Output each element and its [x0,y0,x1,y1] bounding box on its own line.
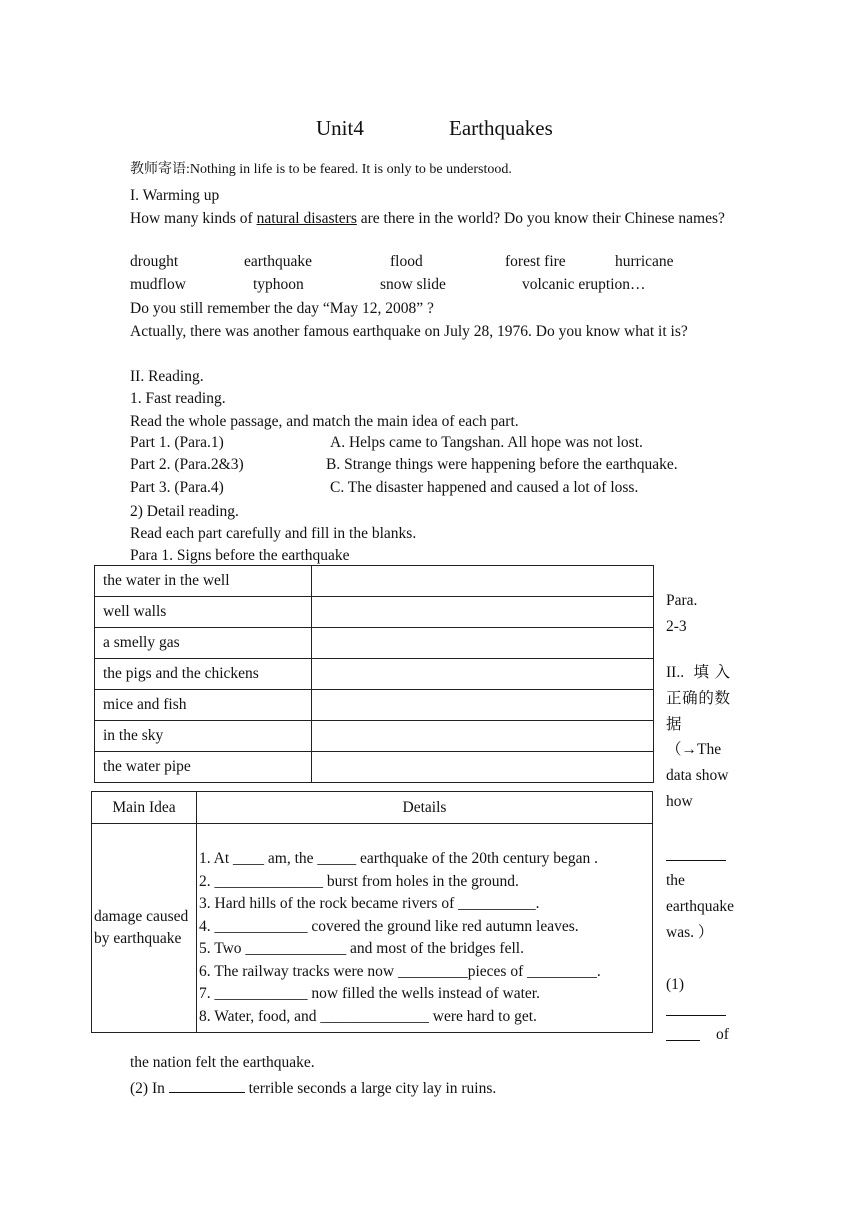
side-task: II.. 填入正确的数据 [666,664,730,733]
table-row [95,752,654,783]
disaster-snow-slide: snow slide [380,276,446,293]
answer-cell[interactable] [312,597,654,628]
unit-title: Earthquakes [449,116,553,140]
detail-item: 2. ______________ burst from holes in the ground. [199,872,519,890]
teacher-motto: 教师寄语:Nothing in life is to be feared. It is only to be understood. [130,162,512,177]
seconds-blank[interactable] [169,1078,245,1093]
answer-cell[interactable] [312,752,654,783]
detail-item: 1. At ____ am, the _____ earthquake of the 20th century began . [199,850,599,867]
detail-item: 7. ____________ now filled the wells instead of water. [199,985,540,1002]
answer-cell[interactable] [312,628,654,659]
side-instruction [666,737,732,814]
damage-table [91,791,653,1033]
sign-cell: the water in the well [95,566,312,597]
sign-cell: a smelly gas [95,628,312,659]
main-idea-cell: damage caused by earthquake [92,824,197,1033]
details-header: Details [197,792,653,824]
warming-question-pre: How many kinds of [130,210,257,227]
sign-cell: well walls [95,597,312,628]
table-row [95,566,654,597]
part-label: Part 1. (Para.1) [130,434,224,451]
side-paren-text: （→The data show how [666,741,729,810]
unit-number: Unit4 [316,116,364,140]
side-para-word: Para. [666,592,698,609]
table-row [95,597,654,628]
may-12-question: Do you still remember the day “May 12, 2008” ? [130,300,434,317]
main-idea-header: Main Idea [92,792,197,824]
side-of: of [716,1026,729,1043]
detail-item: 3. Hard hills of the rock became rivers of __________. [199,895,540,912]
para1-label: Para 1. Signs before the earthquake [130,547,350,564]
part-label: Part 2. (Para.2&3) [130,456,244,473]
seconds-question [130,1078,730,1101]
table-row [95,721,654,752]
fast-reading-instruction: Read the whole passage, and match the main idea of each part. [130,413,519,430]
detail-item: 4. ____________ covered the ground like red autumn leaves. [199,917,579,935]
part-idea: C. The disaster happened and caused a lot of loss. [330,479,639,496]
table-header-row [92,792,653,824]
details-cell [197,824,653,1033]
seconds-question-post: terrible seconds a large city lay in ruins. [244,1080,497,1097]
disaster-forest-fire: forest fire [505,253,566,270]
sign-cell: the pigs and the chickens [95,659,312,690]
disaster-typhoon: typhoon [253,276,304,293]
answer-cell[interactable] [312,566,654,597]
sign-cell: mice and fish [95,690,312,721]
disaster-mudflow: mudflow [130,276,186,293]
disaster-drought: drought [130,253,179,270]
table-row [95,628,654,659]
disaster-flood: flood [390,253,423,270]
natural-disasters-term: natural disasters [256,210,357,227]
detail-item: 8. Water, food, and ______________ were hard to get. [199,1007,537,1025]
side-para-label [666,588,732,640]
warming-heading: I. Warming up [130,187,220,204]
nation-blank-cont[interactable] [666,1026,700,1041]
disaster-volcanic-eruption: volcanic eruption… [522,276,646,293]
july-28-question: Actually, there was another famous earthquake on July 28, 1976. Do you know what it is? [130,323,688,340]
answer-cell[interactable] [312,690,654,721]
side-para-range: 2-3 [666,617,687,635]
fast-reading-heading: 1. Fast reading. [130,390,226,407]
detail-item: 5. Two _____________ and most of the bridges fell. [199,940,524,957]
disaster-hurricane: hurricane [615,253,674,270]
detail-reading-instruction: Read each part carefully and fill in the blanks. [130,525,417,542]
reading-heading: II. Reading. [130,368,204,385]
detail-reading-heading: 2) Detail reading. [130,503,239,520]
part-label: Part 3. (Para.4) [130,479,224,496]
table-row [92,824,653,1033]
detail-item: 6. The railway tracks were now _________pieces of _________. [199,962,601,980]
seconds-question-pre: (2) In [130,1080,169,1097]
side-number: (1) [666,976,685,993]
signs-table [94,565,654,783]
warming-question [130,208,730,231]
disaster-earthquake: earthquake [244,253,312,270]
side-tail: the earthquake was. ） [666,872,734,941]
side-blank[interactable] [666,852,732,861]
table-row [95,659,654,690]
part-idea: A. Helps came to Tangshan. All hope was not lost. [330,434,643,451]
warming-question-post: are there in the world? Do you know their Chinese names? [356,210,725,227]
part-idea: B. Strange things were happening before the earthquake. [326,456,678,473]
table-row [95,690,654,721]
answer-cell[interactable] [312,659,654,690]
sign-cell: the water pipe [95,752,312,783]
nation-blank[interactable] [666,1001,726,1016]
sign-cell: in the sky [95,721,312,752]
answer-cell[interactable] [312,721,654,752]
nation-line: the nation felt the earthquake. [130,1054,315,1071]
